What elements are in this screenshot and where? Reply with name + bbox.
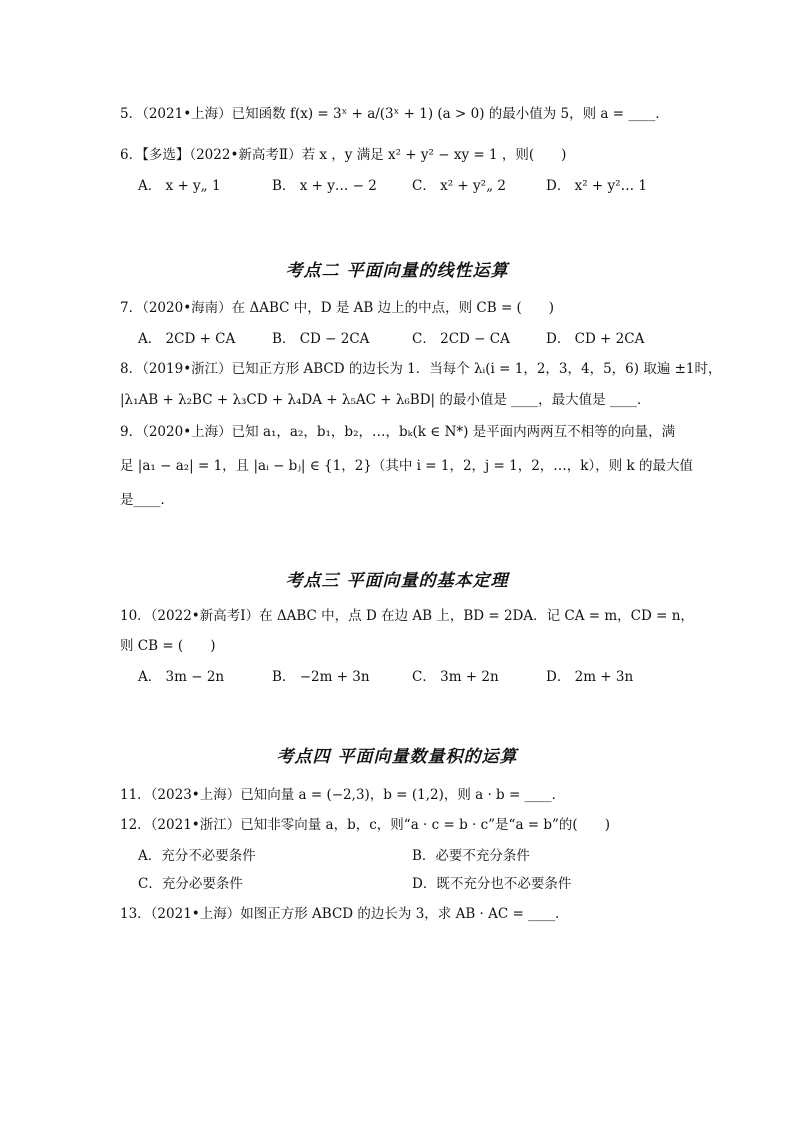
question-10-line-1: 10．（2022•新高考Ⅰ）在 ΔABC 中，点 D 在边 AB 上，BD = 2DA．记 CA = m，CD = n， [120, 608, 694, 624]
q6-option-c: C． x² + y²„ 2 [412, 178, 506, 194]
question-10-line-2: 则 CB = ( ) [120, 638, 216, 654]
q12-option-a: A．充分不必要条件 [138, 848, 256, 864]
q7-option-b: B． CD − 2CA [272, 331, 370, 347]
question-6: 6．【多选】（2022•新高考Ⅱ）若 x ，y 满足 x² + y² − xy = 1 ，则( ) [120, 147, 567, 163]
question-8-line-1: 8．（2019•浙江）已知正方形 ABCD 的边长为 1．当每个 λᵢ(i = 1，2，3，4，5，6) 取遍 ±1时， [120, 361, 722, 377]
q12-option-d: D．既不充分也不必要条件 [412, 876, 572, 892]
section-heading-2: 考点二 平面向量的线性运算 [285, 261, 509, 281]
q6-option-a: A． x + y„ 1 [138, 178, 221, 194]
q12-option-c: C．充分必要条件 [138, 876, 243, 892]
q7-option-c: C． 2CD − CA [412, 331, 510, 347]
q12-option-b: B．必要不充分条件 [412, 848, 530, 864]
q10-option-b: B． −2m + 3n [272, 669, 370, 685]
q7-option-a: A． 2CD + CA [138, 331, 236, 347]
question-9-line-2: 足 |a₁ − a₂| = 1，且 |aᵢ − bⱼ| ∈ {1，2}（其中 i = 1，2，j = 1，2，…，k），则 k 的最大值 [120, 458, 694, 474]
question-7: 7．（2020•海南）在 ΔABC 中，D 是 AB 边上的中点，则 CB = ( ) [120, 300, 555, 316]
question-9-line-1: 9．（2020•上海）已知 a₁，a₂，b₁，b₂，…，bₖ(k ∈ N*) 是平面内两两互不相等的向量，满 [120, 424, 676, 440]
question-12: 12．（2021•浙江）已知非零向量 a，b，c，则“a · c = b · c”是“a = b”的( ) [120, 817, 610, 833]
question-11: 11．（2023•上海）已知向量 a = (−2,3)，b = (1,2)，则 a · b = ____． [120, 787, 566, 803]
question-8-line-2: |λ₁AB + λ₂BC + λ₃CD + λ₄DA + λ₅AC + λ₆BD| 的最小值是 ____，最大值是 ____． [120, 392, 651, 408]
question-9-line-3: 是____． [120, 492, 174, 508]
q10-option-c: C． 3m + 2n [412, 669, 499, 685]
q10-option-a: A． 3m − 2n [138, 669, 225, 685]
q10-option-d: D． 2m + 3n [546, 669, 634, 685]
q7-option-d: D． CD + 2CA [546, 331, 645, 347]
q6-option-d: D． x² + y²… 1 [546, 178, 647, 194]
section-heading-4: 考点四 平面向量数量积的运算 [276, 747, 518, 767]
q6-option-b: B． x + y… − 2 [272, 178, 377, 194]
section-heading-3: 考点三 平面向量的基本定理 [285, 571, 509, 591]
question-13: 13．（2021•上海）如图正方形 ABCD 的边长为 3，求 AB · AC = ____． [120, 906, 569, 922]
question-5: 5．（2021•上海）已知函数 f(x) = 3ˣ + a/(3ˣ + 1) (a > 0) 的最小值为 5，则 a = ____． [120, 106, 669, 122]
